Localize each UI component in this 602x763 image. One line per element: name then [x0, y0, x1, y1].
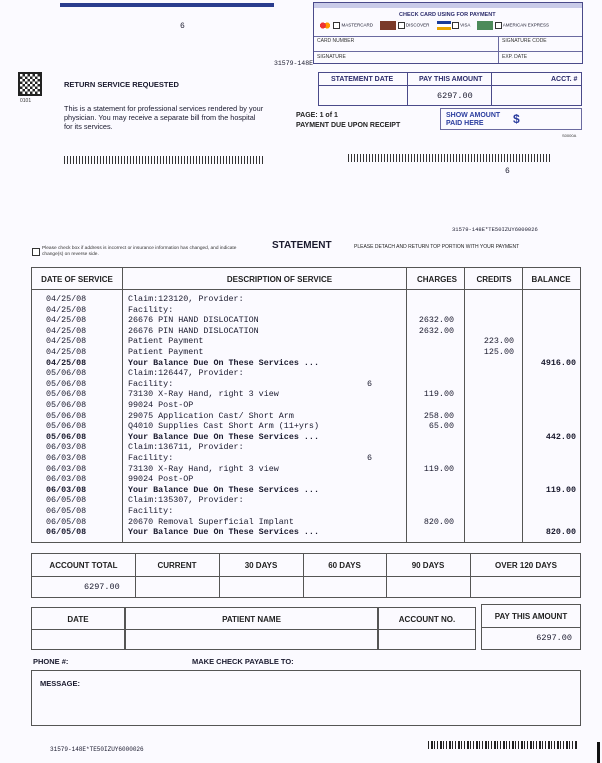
pay-amount-top: 6297.00 [437, 91, 473, 101]
aging-header-rule [32, 576, 580, 577]
service-description: Facility: [128, 304, 174, 315]
amount-paid-box[interactable] [440, 108, 582, 130]
service-date: 04/25/08 [46, 315, 87, 326]
service-date: 05/06/08 [46, 421, 87, 432]
date-box [31, 607, 125, 650]
discover-label: DISCOVER [405, 22, 430, 28]
top-code-num: 6 [180, 22, 185, 31]
service-date: 05/06/08 [46, 410, 87, 421]
service-description: Patient Payment [128, 336, 204, 347]
aging-summary [31, 553, 581, 598]
pay-amount-rule [482, 627, 580, 628]
service-description: Your Balance Due On These Services ... [128, 431, 319, 442]
visa-label: VISA [460, 22, 471, 28]
amex-label: AMERICAN EXPRESS [502, 22, 549, 28]
patient-name-box [125, 607, 378, 650]
statement-date-label: STATEMENT DATE [331, 76, 394, 83]
service-charge: 2632.00 [418, 325, 454, 336]
aging-120: OVER 120 DAYS [495, 561, 557, 570]
service-date: 04/25/08 [46, 325, 87, 336]
service-description: 99024 Post-OP [128, 474, 194, 485]
service-description: 20670 Removal Superficial Implant [128, 516, 294, 527]
table-row [32, 527, 580, 538]
message-box [31, 670, 581, 726]
card-box-rule-1 [314, 36, 582, 37]
service-description: Facility: [128, 506, 174, 516]
service-balance: 442.00 [545, 431, 576, 442]
dollar-sign: $ [513, 112, 520, 126]
service-charge: 119.00 [423, 389, 454, 400]
footer-code: 31579-148E*TE50IZUY6000026 [50, 746, 144, 753]
service-description: 99024 Post-OP [128, 400, 194, 410]
service-charge: 65.00 [428, 421, 454, 432]
address-change-checkbox[interactable] [32, 248, 40, 256]
service-description: Patient Payment [128, 347, 204, 357]
service-table [31, 267, 581, 543]
payment-due: PAYMENT DUE UPON RECEIPT [296, 122, 401, 129]
service-description: Your Balance Due On These Services ... [128, 357, 319, 368]
service-date: 04/25/08 [46, 347, 87, 357]
show-amount-label: SHOW AMOUNT PAID HERE [446, 112, 501, 127]
table-row [32, 326, 580, 337]
statement-title: STATEMENT [272, 240, 332, 251]
return-service: RETURN SERVICE REQUESTED [64, 80, 179, 89]
header-description: DESCRIPTION OF SERVICE [226, 275, 333, 284]
service-date: 04/25/08 [46, 304, 87, 315]
service-balance: 119.00 [545, 484, 576, 495]
service-description: 26676 PIN HAND DISLOCATION [128, 315, 259, 326]
service-extra: 6 [367, 378, 373, 389]
service-balance: 820.00 [545, 527, 576, 538]
table-row [32, 411, 580, 422]
table-row [32, 294, 580, 305]
service-date: 06/03/08 [46, 442, 87, 453]
table-row [32, 336, 580, 347]
date-box-rule [32, 629, 124, 630]
service-description: 26676 PIN HAND DISLOCATION [128, 325, 259, 336]
service-description: Your Balance Due On These Services ... [128, 484, 319, 495]
address-change-text: Please check box if address is incorrect or insurance information has changed, and indicate change(s) on reverse side. [42, 246, 237, 257]
signature-label: SIGNATURE [317, 54, 346, 60]
service-description: 29075 Application Cast/ Short Arm [128, 410, 294, 421]
table-row [32, 464, 580, 475]
service-date: 05/06/08 [46, 389, 87, 400]
top-rule [60, 3, 274, 7]
service-date: 06/03/08 [46, 474, 87, 485]
table-row [32, 474, 580, 485]
visa-checkbox[interactable] [452, 22, 459, 29]
aging-30: 30 DAYS [244, 561, 278, 570]
ref-code: 31579-148E*TE50IZUY6000026 [452, 226, 538, 233]
service-description: Claim:136711, Provider: [128, 442, 244, 453]
service-rows [32, 294, 580, 542]
account-no-label: ACCOUNT NO. [398, 615, 456, 624]
bottom-pay-this-amount-label: PAY THIS AMOUNT [494, 612, 568, 621]
service-date: 05/06/08 [46, 431, 87, 442]
service-description: Claim:126447, Provider: [128, 368, 244, 379]
exp-date-label: EXP. DATE [502, 54, 528, 60]
service-date: 06/03/08 [46, 484, 87, 495]
discover-checkbox[interactable] [398, 22, 405, 29]
patient-name-label: PATIENT NAME [222, 615, 281, 624]
table-row [32, 432, 580, 443]
service-charge: 119.00 [423, 463, 454, 474]
phone-label: PHONE #: [33, 657, 69, 666]
service-date: 05/06/08 [46, 400, 87, 410]
table-row [32, 442, 580, 453]
amex-icon [477, 21, 493, 30]
header-charges: CHARGES [416, 275, 457, 284]
service-description: Your Balance Due On These Services ... [128, 527, 319, 538]
table-row [32, 368, 580, 379]
aging-div-5 [470, 554, 471, 597]
service-extra: 6 [367, 453, 373, 463]
service-description: 73130 X-Ray Hand, right 3 view [128, 463, 279, 474]
qr-code [18, 72, 42, 96]
qr-num: 0101 [20, 98, 32, 104]
table-row [32, 358, 580, 369]
signature-code-label: SIGNATURE CODE [502, 38, 547, 44]
table-row [32, 315, 580, 326]
visa-icon [437, 21, 451, 30]
table-row [32, 485, 580, 496]
service-charge: 258.00 [423, 410, 454, 421]
mastercard-icon [318, 21, 332, 30]
service-description: 73130 X-Ray Hand, right 3 view [128, 389, 279, 400]
postnet-barcode-right [348, 154, 550, 162]
card-number-label: CARD NUMBER [317, 38, 355, 44]
acct-label: ACCT. # [551, 76, 578, 83]
bottom-pay-amount: 6297.00 [536, 633, 572, 643]
table-row [32, 400, 580, 411]
service-date: 05/06/08 [46, 378, 87, 389]
small-code: S0000A [562, 133, 577, 138]
pay-this-amount-label: PAY THIS AMOUNT [419, 76, 483, 83]
service-date: 04/25/08 [46, 294, 87, 304]
table-row [32, 389, 580, 400]
service-date: 06/05/08 [46, 506, 87, 516]
aging-div-2 [219, 554, 220, 597]
check-card-label: CHECK CARD USING FOR PAYMENT [399, 12, 496, 18]
card-options [318, 21, 582, 35]
detach-text: PLEASE DETACH AND RETURN TOP PORTION WITH YOUR PAYMENT [354, 244, 520, 250]
service-description: Q4010 Supplies Cast Short Arm (11+yrs) [128, 421, 319, 432]
card-icon-2 [380, 21, 396, 30]
aging-div-3 [303, 554, 304, 597]
account-total-value: 6297.00 [84, 582, 120, 592]
pay-info-div-1 [407, 73, 408, 105]
aging-div-4 [386, 554, 387, 597]
card-box-top-rule [314, 3, 582, 8]
service-credit: 223.00 [483, 336, 514, 347]
aging-account-total: ACCOUNT TOTAL [49, 561, 118, 570]
card-box-rule-2 [314, 51, 582, 52]
service-description: Claim:135307, Provider: [128, 495, 244, 506]
service-date: 06/03/08 [46, 453, 87, 463]
account-no-rule [379, 629, 475, 630]
table-row [32, 421, 580, 432]
message-label: MESSAGE: [40, 679, 81, 688]
table-row [32, 517, 580, 528]
service-date: 05/06/08 [46, 368, 87, 379]
service-date: 06/05/08 [46, 516, 87, 527]
header-credits: CREDITS [476, 275, 512, 284]
aging-60: 60 DAYS [328, 561, 361, 570]
table-row [32, 506, 580, 517]
service-charge: 820.00 [423, 516, 454, 527]
statement-text: This is a statement for professional services rendered by your physician. You may receive a separate bill from the hospital for its services. [64, 104, 264, 131]
pay-info-div-2 [491, 73, 492, 105]
table-row [32, 347, 580, 358]
service-credit: 125.00 [483, 347, 514, 357]
account-no-box [378, 607, 476, 650]
postnet-barcode-left [64, 156, 264, 164]
payable-label: MAKE CHECK PAYABLE TO: [192, 657, 294, 666]
service-date: 04/25/08 [46, 357, 87, 368]
address-num: 6 [505, 167, 510, 176]
aging-div-1 [135, 554, 136, 597]
pay-amount-box [481, 604, 581, 650]
aging-current: CURRENT [157, 561, 197, 570]
service-date: 06/03/08 [46, 463, 87, 474]
service-description: Facility: [128, 378, 174, 389]
pay-info-box [318, 72, 582, 106]
account-code: 31579-148E [274, 60, 314, 67]
footer-barcode [428, 741, 578, 749]
table-row [32, 305, 580, 316]
service-date: 04/25/08 [46, 336, 87, 347]
table-row [32, 453, 580, 464]
header-balance: BALANCE [531, 275, 571, 284]
service-balance: 4916.00 [540, 357, 576, 368]
service-charge: 2632.00 [418, 315, 454, 326]
service-date: 06/05/08 [46, 527, 87, 538]
card-box-divider [498, 36, 499, 63]
right-edge-mark [597, 742, 600, 763]
page-info: PAGE: 1 of 1 [296, 112, 338, 119]
service-date: 06/05/08 [46, 495, 87, 506]
mastercard-label: MASTERCARD [341, 22, 374, 28]
bottom-date-label: DATE [67, 615, 89, 624]
service-description: Facility: [128, 453, 174, 463]
pay-info-rule [319, 85, 581, 86]
table-row [32, 379, 580, 390]
aging-90: 90 DAYS [411, 561, 445, 570]
table-row [32, 495, 580, 506]
card-payment-box [313, 2, 583, 64]
patient-name-rule [126, 629, 377, 630]
header-date: DATE OF SERVICE [41, 275, 113, 284]
amex-checkbox[interactable] [495, 22, 502, 29]
service-description: Claim:123120, Provider: [128, 294, 244, 304]
mastercard-checkbox[interactable] [333, 22, 340, 29]
